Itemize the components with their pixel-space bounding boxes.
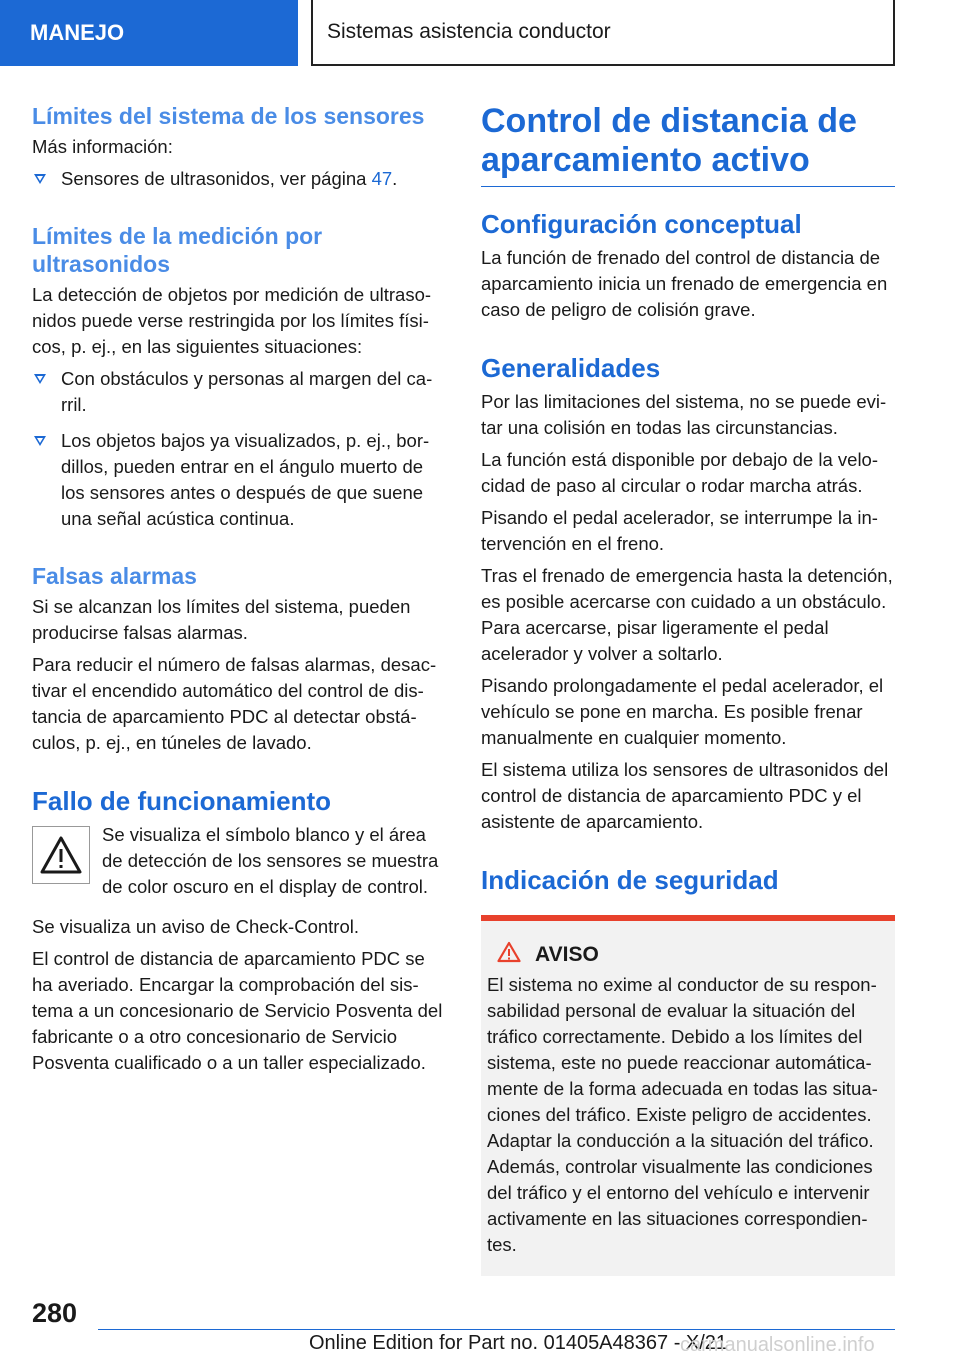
ultrasonic-limits-heading: Límites de la medición por ultrasonidos <box>32 223 323 277</box>
header-chapter-title <box>311 0 895 66</box>
safety-heading: Indicación de seguridad <box>481 865 779 895</box>
false-alarms-text-1: Si se alcanzan los límites del sistema, pueden producirse falsas alarmas. <box>32 596 411 643</box>
list-item <box>32 166 448 192</box>
malfunction-notice-text: Se visualiza el símbolo blanco y el área de detección de los sensores se muestra de color oscuro en el display de control. <box>102 824 439 897</box>
warning-text: El sistema no exime al conductor de su responsabilidad personal de evaluar la situación del tráfico correctamente. Debido a los límites del sistema, este no puede reaccionar automáticamente de la forma adecuada en todas las situaciones del tráfico. Existe peligro de accidentes. Adaptar la conducción a la situación del tráfico. Además, controlar visualmente las condiciones del tráfico y el entorno del vehículo e intervenir activamente en las situaciones correspondientes. <box>487 974 878 1255</box>
bullet-text: Los objetos bajos ya visualizados, p. ej., bordillos, pueden entrar en el ángulo muerto de los sensores antes o después de que suene una señal acústica continua. <box>61 430 430 529</box>
left-column <box>32 96 448 1082</box>
general-text-3: Pisando el pedal acelerador, se interrumpe la intervención en el freno. <box>481 507 878 554</box>
malfunction-heading: Fallo de funcionamiento <box>32 786 332 816</box>
general-text-4: Tras el frenado de emergencia hasta la detención, es posible acercarse con cuidado a un obstáculo. Para acercarse, pisar ligeramente el pedal acelerador y volver a soltarlo. <box>481 565 893 664</box>
false-alarms-text-2: Para reducir el número de falsas alarmas, desactivar el encendido automático del control de distancia de aparcamiento PDC al detectar obstáculos, p. ej., en túneles de lavado. <box>32 654 437 753</box>
sensor-limits-heading: Límites del sistema de los sensores <box>32 103 425 129</box>
right-column <box>481 96 895 1276</box>
warning-box <box>481 915 895 1276</box>
warning-triangle-icon <box>497 941 521 968</box>
malfunction-text-1: Se visualiza un aviso de Check-Control. <box>32 916 359 937</box>
bullet-text: Sensores de ultrasonidos, ver página <box>61 168 372 189</box>
malfunction-notice <box>32 822 448 900</box>
warning-header <box>487 941 887 968</box>
header-section-label: MANEJO <box>30 20 125 45</box>
page-reference-link[interactable]: 47 <box>371 168 393 189</box>
bullet-triangle-icon <box>34 436 46 446</box>
list-item <box>32 366 448 418</box>
bullet-text: Con obstáculos y personas al margen del carril. <box>61 368 433 415</box>
concept-text: La función de frenado del control de distancia de aparcamiento inicia un frenado de emergencia en caso de peligro de colisión grave. <box>481 247 888 320</box>
false-alarms-heading: Falsas alarmas <box>32 563 197 589</box>
general-text-2: La función está disponible por debajo de la velocidad de paso al circular o rodar marcha atrás. <box>481 449 879 496</box>
page-title: Control de distancia de aparcamiento activo <box>481 102 895 187</box>
concept-heading: Configuración conceptual <box>481 209 802 239</box>
footer-edition: Online Edition for Part no. 01405A48367 - X/21 <box>309 1332 728 1354</box>
malfunction-text-2: El control de distancia de aparcamiento PDC se ha averiado. Encargar la comprobación del sistema a un concesionario de Servicio Posventa del fabricante o a otro concesionario de Servicio Posventa cualificado o a un taller especializado. <box>32 948 443 1073</box>
general-text-5: Pisando prolongadamente el pedal acelerador, el vehículo se pone en marcha. Es posible frenar manualmente en cualquier momento. <box>481 675 884 748</box>
warning-label: AVISO <box>535 942 599 966</box>
bullet-triangle-icon <box>34 174 46 184</box>
watermark: carmanualsonline.info <box>680 1334 875 1356</box>
list-item <box>32 428 448 532</box>
page-number: 280 <box>32 1298 78 1328</box>
warning-triangle-icon <box>32 826 90 884</box>
footer-divider <box>98 1329 895 1330</box>
bullet-triangle-icon <box>34 374 46 384</box>
general-heading: Generalidades <box>481 353 661 383</box>
header-section-tab <box>0 0 298 66</box>
ultrasonic-limits-text: La detección de objetos por medición de ultrasonidos puede verse restringida por los límites físicos, p. ej., en las siguientes situaciones: <box>32 284 432 357</box>
general-text-6: El sistema utiliza los sensores de ultrasonidos del control de distancia de aparcamiento PDC y el asistente de aparcamiento. <box>481 759 889 832</box>
header-chapter-label: Sistemas asistencia conductor <box>327 20 611 43</box>
more-info-text: Más información: <box>32 136 173 157</box>
bullet-text-end: . <box>392 168 398 189</box>
general-text-1: Por las limitaciones del sistema, no se puede evitar una colisión en todas las circunstancias. <box>481 391 887 438</box>
